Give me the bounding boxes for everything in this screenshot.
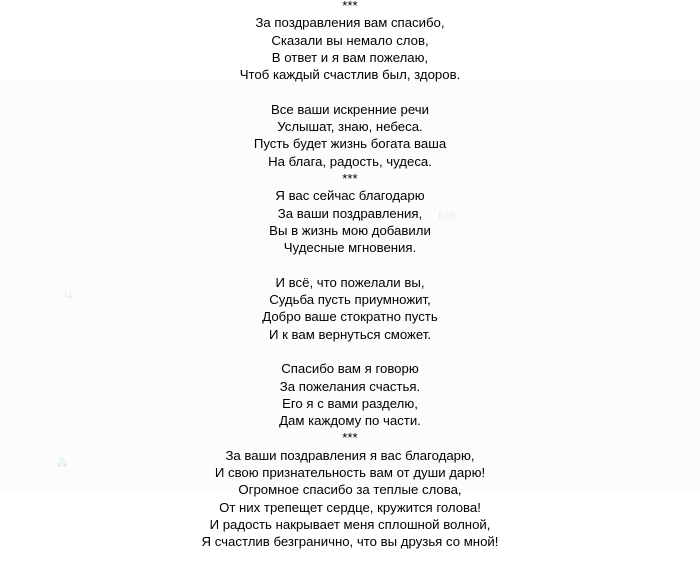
- background-watermark-2: ц: [64, 284, 73, 300]
- poem-line: И к вам вернуться сможет.: [268, 326, 431, 342]
- poem-line: И всё, что пожелали вы,: [275, 274, 425, 290]
- poem-line: От них трепещет сердце, кружится голова!: [219, 499, 481, 515]
- poem-line: Услышат, знаю, небеса.: [277, 119, 423, 135]
- poem-line: На блага, радость, чудеса.: [268, 153, 432, 169]
- stanza-gap: [0, 256, 700, 273]
- poem-line: Его я с вами разделю,: [282, 395, 418, 411]
- background-watermark-3: ⁂: [56, 456, 68, 470]
- poem-line: И свою признательность вам от души дарю!: [214, 465, 486, 481]
- poem-line: Огромное спасибо за теплые слова,: [238, 482, 462, 498]
- section-separator: ***: [342, 430, 358, 446]
- poem-line: Я вас сейчас благодарю: [275, 188, 425, 204]
- stanza-gap: [0, 343, 700, 360]
- poem-line: Пусть будет жизнь богата ваша: [253, 136, 447, 152]
- poem-line: За ваши поздравления я вас благодарю,: [225, 447, 475, 463]
- poem-line: Я счастлив безгранично, что вы друзья со мной!: [201, 534, 499, 550]
- poem-line: За пожелания счастья.: [279, 378, 421, 394]
- section-separator: ***: [342, 170, 358, 186]
- poem-line: Чтоб каждый счастлив был, здоров.: [239, 67, 461, 83]
- poem-line: За ваши поздравления,: [277, 205, 423, 221]
- poem-line: За поздравления вам спасибо,: [255, 15, 445, 31]
- poem-line: Добро ваше стократно пусть: [262, 309, 438, 325]
- section-separator: ***: [342, 0, 358, 13]
- poem-line: Дам каждому по части.: [279, 413, 421, 429]
- poem-line: В ответ и я вам пожелаю,: [271, 49, 429, 65]
- poem-line: Вы в жизнь мою добавили: [269, 222, 431, 238]
- poem-line: Судьба пусть приумножит,: [269, 292, 431, 308]
- background-watermark-1: ые: [438, 206, 456, 222]
- poem-line: И радость накрывает меня сплошной волной,: [209, 516, 491, 532]
- poem-line: Чудесные мгновения.: [283, 240, 417, 256]
- stanza-gap: [0, 83, 700, 100]
- poem-line: Спасибо вам я говорю: [281, 361, 419, 377]
- poem-line: Сказали вы немало слов,: [271, 32, 429, 48]
- poem-line: Все ваши искренние речи: [271, 101, 429, 117]
